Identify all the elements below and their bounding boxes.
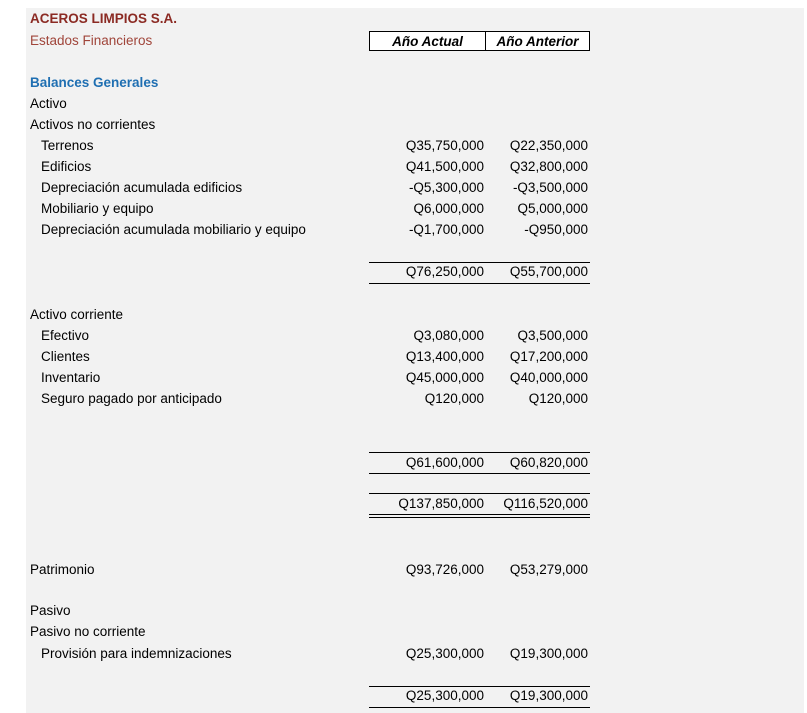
noncurrent-liab-title[interactable]: Pasivo no corriente xyxy=(30,624,146,639)
cell-previous[interactable]: Q3,500,000 xyxy=(517,328,588,343)
cell-previous[interactable]: Q17,200,000 xyxy=(509,349,588,364)
header-previous-year[interactable]: Año Anterior xyxy=(485,31,590,51)
double-rule-b xyxy=(369,517,590,518)
row-label[interactable]: Efectivo xyxy=(41,328,90,343)
cell-previous[interactable]: Q32,800,000 xyxy=(509,159,588,174)
total-bottom-rule xyxy=(369,707,590,708)
total-bottom-rule xyxy=(369,473,590,474)
cell-current[interactable]: Q6,000,000 xyxy=(413,201,484,216)
row-label[interactable]: Clientes xyxy=(41,349,90,364)
cell-previous[interactable]: Q5,000,000 xyxy=(517,201,588,216)
noncurrent-total-previous[interactable]: Q55,700,000 xyxy=(509,264,588,279)
row-label[interactable]: Seguro pagado por anticipado xyxy=(41,391,222,406)
current-assets-total-previous[interactable]: Q60,820,000 xyxy=(509,455,588,470)
pasivo-label[interactable]: Pasivo xyxy=(30,603,71,618)
cell-current[interactable]: Q25,300,000 xyxy=(405,646,484,661)
noncurrent-assets-title[interactable]: Activos no corrientes xyxy=(30,117,156,132)
row-label[interactable]: Provisión para indemnizaciones xyxy=(41,646,232,661)
cell-previous[interactable]: -Q3,500,000 xyxy=(512,180,588,195)
cell-current[interactable]: -Q5,300,000 xyxy=(408,180,484,195)
cell-previous[interactable]: Q19,300,000 xyxy=(509,646,588,661)
section-title[interactable]: Balances Generales xyxy=(30,75,159,90)
cell-previous[interactable]: Q120,000 xyxy=(528,391,588,406)
cell-previous[interactable]: Q40,000,000 xyxy=(509,370,588,385)
total-bottom-rule xyxy=(369,283,590,284)
cell-current[interactable]: Q3,080,000 xyxy=(413,328,484,343)
cell-current[interactable]: Q13,400,000 xyxy=(405,349,484,364)
patrimonio-previous[interactable]: Q53,279,000 xyxy=(509,562,588,577)
cell-current[interactable]: -Q1,700,000 xyxy=(408,222,484,237)
noncurrent-total-current[interactable]: Q76,250,000 xyxy=(405,264,484,279)
row-label[interactable]: Depreciación acumulada edificios xyxy=(41,180,243,195)
row-label[interactable]: Terrenos xyxy=(41,138,94,153)
company-name[interactable]: ACEROS LIMPIOS S.A. xyxy=(30,11,178,26)
cell-previous[interactable]: -Q950,000 xyxy=(524,222,588,237)
cell-current[interactable]: Q120,000 xyxy=(424,391,484,406)
current-assets-total-current[interactable]: Q61,600,000 xyxy=(405,455,484,470)
row-label[interactable]: Depreciación acumulada mobiliario y equipo xyxy=(41,222,306,237)
patrimonio-label[interactable]: Patrimonio xyxy=(30,562,95,577)
cell-current[interactable]: Q35,750,000 xyxy=(405,138,484,153)
cell-previous[interactable]: Q22,350,000 xyxy=(509,138,588,153)
current-assets-title[interactable]: Activo corriente xyxy=(30,307,124,322)
patrimonio-current[interactable]: Q93,726,000 xyxy=(405,562,484,577)
row-label[interactable]: Edificios xyxy=(41,159,92,174)
liab-total-previous[interactable]: Q19,300,000 xyxy=(509,688,588,703)
liab-total-current[interactable]: Q25,300,000 xyxy=(405,688,484,703)
cell-current[interactable]: Q45,000,000 xyxy=(405,370,484,385)
cell-current[interactable]: Q41,500,000 xyxy=(405,159,484,174)
total-assets-current[interactable]: Q137,850,000 xyxy=(398,496,484,511)
total-assets-previous[interactable]: Q116,520,000 xyxy=(503,496,588,511)
row-label[interactable]: Inventario xyxy=(41,370,101,385)
statement-subtitle[interactable]: Estados Financieros xyxy=(30,33,153,48)
activo-label[interactable]: Activo xyxy=(30,96,67,111)
header-current-year[interactable]: Año Actual xyxy=(369,31,486,51)
row-label[interactable]: Mobiliario y equipo xyxy=(41,201,154,216)
double-rule-a xyxy=(369,514,590,515)
